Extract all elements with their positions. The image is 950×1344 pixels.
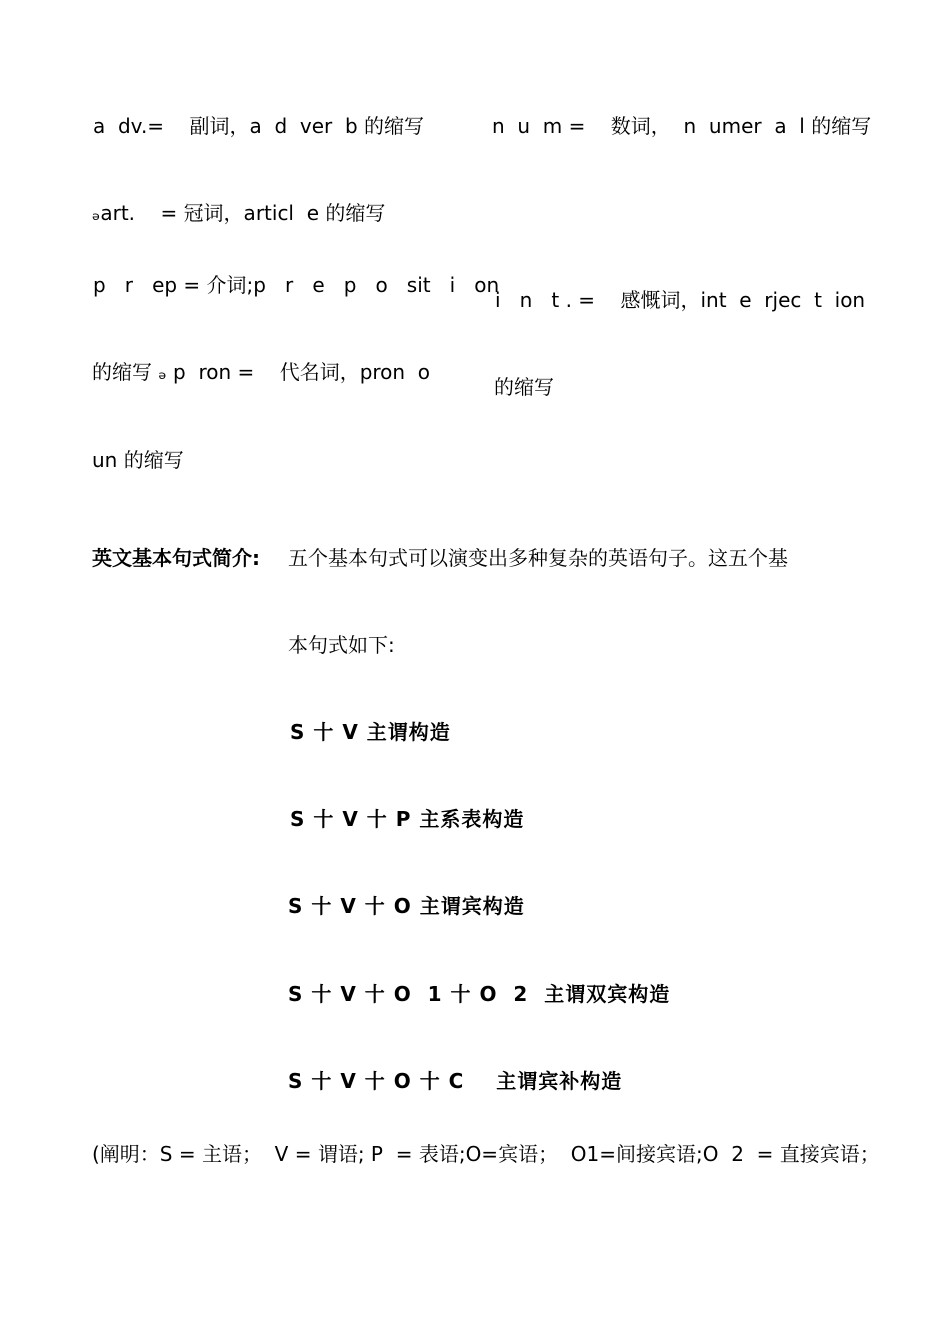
abbrev-pron-cont: un 的缩写 bbox=[92, 448, 184, 472]
pattern-svoc: S 十 V 十 O 十 C 主谓宾补构造 bbox=[288, 1069, 623, 1093]
intro-heading: 英文基本句式简介: bbox=[92, 546, 260, 570]
intro-text-line2: 本句式如下: bbox=[288, 633, 395, 657]
intro-text-line1: 五个基本句式可以演变出多种复杂的英语句子。这五个基 bbox=[288, 546, 788, 570]
abbrev-num: n u m = 数词， n umer a l 的缩写 bbox=[492, 114, 872, 138]
pattern-svp: S 十 V 十 P 主系表构造 bbox=[290, 807, 525, 831]
abbrev-prep: p r ep = 介词;p r e p o sit i on bbox=[93, 273, 500, 297]
abbrev-int: i n t . = 感慨词，int e rjec t ion bbox=[495, 288, 866, 312]
pattern-svo: S 十 V 十 O 主谓宾构造 bbox=[288, 894, 525, 918]
pattern-svoo: S 十 V 十 O 1 十 O 2 主谓双宾构造 bbox=[288, 982, 671, 1006]
pattern-svi: S 十 V 主谓构造 bbox=[290, 720, 451, 744]
abbrev-int-cont: 的缩写 bbox=[494, 375, 554, 399]
abbrev-art: ₔart. = 冠词，articl e 的缩写 bbox=[92, 201, 386, 225]
abbrev-prep-cont: 的缩写 ₔ p ron = 代名词，pron o bbox=[92, 360, 431, 384]
note-line: (阐明：S = 主语； V = 谓语; P = 表语;O=宾语； O1=间接宾语;O 2 = 直接宾语； bbox=[92, 1142, 880, 1166]
abbrev-adv: a dv.= 副词，a d ver b 的缩写 bbox=[93, 114, 425, 138]
